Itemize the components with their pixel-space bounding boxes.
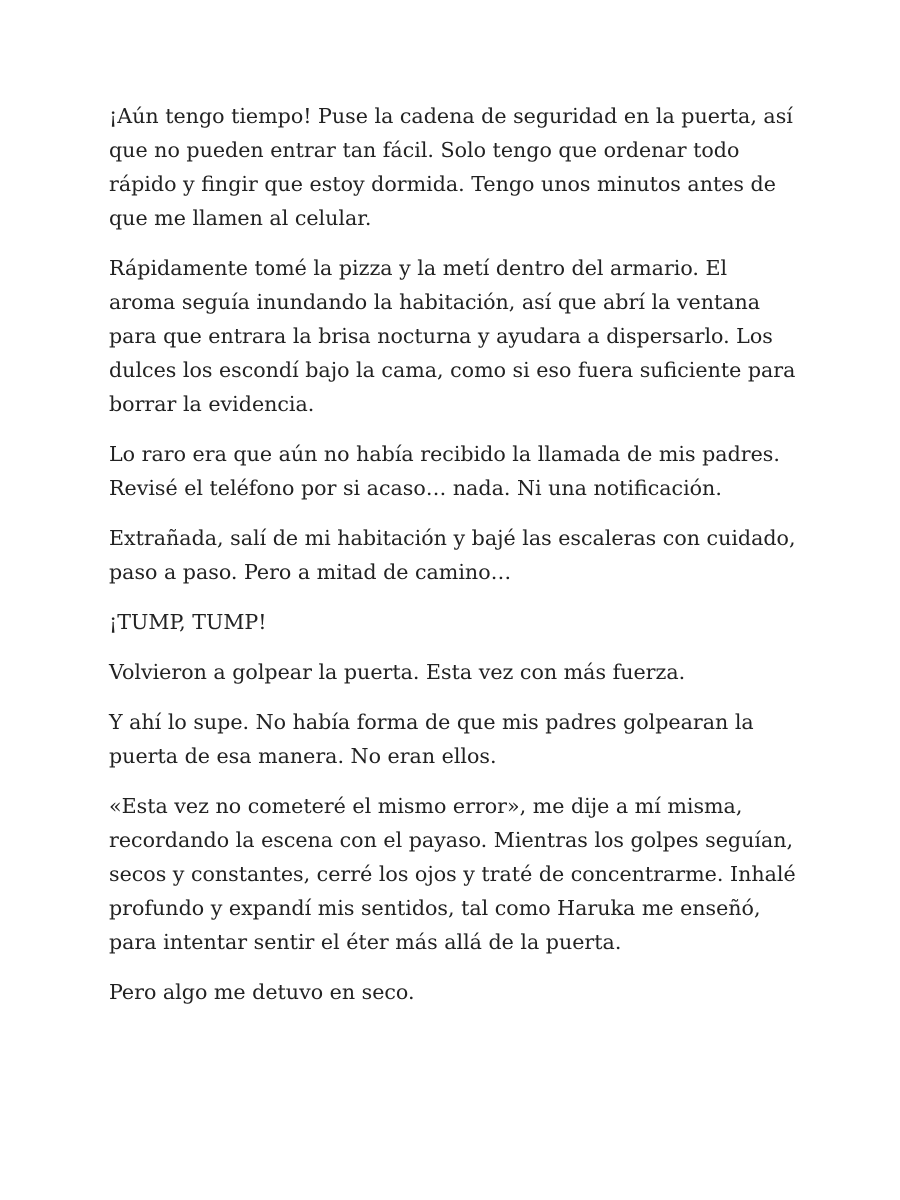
paragraph: Volvieron a golpear la puerta. Esta vez con más fuerza. [109, 660, 686, 684]
paragraph: Lo raro era que aún no había recibido la llamada de mis padres. Revisé el teléfono por si acaso… nada. Ni una notificación. [109, 442, 780, 500]
paragraph: ¡Aún tengo tiempo! Puse la cadena de seguridad en la puerta, así que no pueden entrar tan fácil. Solo tengo que ordenar todo rápido y fingir que estoy dormida. Tengo unos minutos antes de que me llamen al celular. [109, 104, 793, 230]
paragraph: Pero algo me detuvo en seco. [109, 980, 415, 1004]
paragraph: «Esta vez no cometeré el mismo error», me dije a mí misma, recordando la escena con el payaso. Mientras los golpes seguían, secos y constantes, cerré los ojos y traté de concentrarme. Inhalé profundo y expandí mis sentidos, tal como Haruka me enseñó, para intentar sentir el éter más allá de la puerta. [109, 794, 796, 954]
paragraph: ¡TUMP, TUMP! [109, 610, 267, 634]
paragraph: Rápidamente tomé la pizza y la metí dentro del armario. El aroma seguía inundando la habitación, así que abrí la ventana para que entrara la brisa nocturna y ayudara a dispersarlo. Los dulces los escondí bajo la cama, como si eso fuera suficiente para borrar la evidencia. [109, 256, 796, 416]
paragraph: Y ahí lo supe. No había forma de que mis padres golpearan la puerta de esa manera. No eran ellos. [109, 710, 754, 768]
document-page [109, 99, 799, 1025]
paragraph: Extrañada, salí de mi habitación y bajé las escaleras con cuidado, paso a paso. Pero a mitad de camino… [109, 526, 796, 584]
